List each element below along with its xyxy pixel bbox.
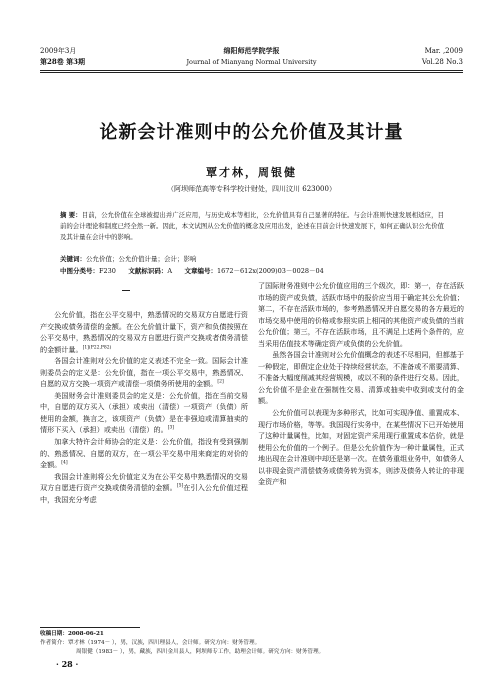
right-paragraph-3: 公允价值可以表现为多种形式，比如可实现净值、重置成本、现行市场价格，等等。我国现行实务中，在某些情况下已开始使用了这种计量属性，比如，对固定资产采用现行重置成本估价，就是使用公允价值的一个例子。但是公允价值作为一种计量属性，正式地出现在会计准则中却还是第一次。在债务重组业务中，如债务人以非现金资产清偿债务或债务转为资本，则涉及债务人转让的非现金资产和 <box>258 408 464 487</box>
citation-ref: [1](P22,P82) <box>82 345 112 351</box>
paper-affiliation: （阿坝师范高等专科学校计财处，四川汶川 623000） <box>167 185 336 193</box>
left-paragraph-3 <box>40 390 248 436</box>
clc-label: 中图分类号： <box>60 267 99 275</box>
right-column <box>258 280 464 488</box>
left-p4-text: 加拿大特许会计师协会的定义是：公允价值，指没有受到强制的、熟悉情况、自愿的双方，在一项公平交易中用来商定的对价的金额。 <box>40 437 248 470</box>
keywords-text: 公允价值；公允价值计量；会计；影响 <box>86 255 197 263</box>
author-bio-1: 作者简介：覃才林（1974－ ），男，汉族，四川理县人，会计师。研究方向：财务管理。 <box>40 640 261 646</box>
section-dash <box>122 290 130 291</box>
left-column <box>40 309 248 505</box>
right-paragraph-1: 了国际财务准则中公允价值应用的三个级次，即：第一，存在活跃市场的资产或负债，活跃市场中的报价应当用于确定其公允价值；第二，不存在活跃市场的，参考熟悉情况并自愿交易的各方最近的市场交易中使用的价格或参照实质上相同的其他资产或负债的当前公允价值；第三，不存在活跃市场，且不满足上述两个条件的，应当采用估值技术等确定资产或负债的公允价值。 <box>258 281 464 348</box>
footnote-rule <box>40 627 140 628</box>
header-journal-en: Journal of Mianyang Normal University <box>186 58 317 66</box>
left-p5-tail: 在引入公允价值过程中，我国充分考虑 <box>40 483 249 504</box>
classification-line <box>60 266 460 277</box>
left-paragraph-5 <box>40 471 248 506</box>
keywords-label: 关键词： <box>60 255 86 263</box>
article-no-value: 1672－612x(2009)03－0028－04 <box>216 267 324 275</box>
left-paragraph-2 <box>40 355 248 390</box>
author-bio-2: 周银健（1983－ ），男，藏族，四川金川县人，阿坝师专工作，助理会计师。研究方向：财务管理。 <box>76 649 325 655</box>
left-paragraph-1 <box>40 309 248 355</box>
paper-title: 论新会计准则中的公允价值及其计量 <box>99 122 404 143</box>
left-p1-text: 公允价值，指在公平交易中，熟悉情况的交易双方自愿进行资产交换或债务清偿的金额。在公允价值计量下，资产和负债按照在公平交易中，熟悉情况的交易双方自愿进行资产交换或者债务清偿的金额计量。 <box>40 310 248 354</box>
header-date-en: Mar. ,2009 <box>424 47 463 55</box>
header-volume-en: Vol.28 No.3 <box>421 58 463 66</box>
left-paragraph-4 <box>40 436 248 471</box>
citation-ref: [2] <box>217 379 224 385</box>
header-rule <box>40 70 463 71</box>
doc-code-label: 文献标识码： <box>128 267 168 275</box>
left-p5-text: 我国会计准则将公允价值定义为在公平交易中熟悉情况的交易双方自愿进行资产交换或债务清偿的金额。 <box>40 471 248 493</box>
header-journal-cn: 绵阳师范学院学报 <box>223 46 280 55</box>
page-number: · 28 · <box>56 659 79 669</box>
paper-authors: 覃才林，周银健 <box>206 166 297 179</box>
header-date-cn: 2009年3月 <box>40 47 77 55</box>
citation-ref: [4] <box>61 460 68 466</box>
header-rule-thin <box>40 72 463 73</box>
article-no-label: 文章编号： <box>184 267 217 275</box>
abstract-text: 目前，公允价值在全球被提出并广泛应用，与历史成本等相比，公允价值具有自己显著的特征。与会计准则快速发展相适应，目前的会计理论和制度已经全然一新。因此，本文试图从公允价值的概念及应用出发，论述在目前会计快速发展下，如何正确认识公允价值及其计量在会计中的影响。 <box>60 211 444 241</box>
keywords <box>60 254 460 265</box>
left-p2-text: 各国会计准则对公允价值的定义表述不完全一致。国际会计准则委员会的定义是：公允价值，指在一项公平交易中，熟悉情况、自愿的双方交换一项资产或清偿一项债务所使用的金额。 <box>40 356 248 389</box>
abstract-label: 摘 要： <box>60 211 82 219</box>
abstract <box>60 210 444 243</box>
citation-ref: [5] <box>176 483 184 489</box>
header-volume-cn: 第28卷 第3期 <box>40 57 86 66</box>
doc-code-value: A <box>167 267 173 275</box>
received-date: 收稿日期：2008-06-21 <box>40 631 104 637</box>
right-paragraph-2: 虽然各国会计准则对公允价值概念的表述不尽相同，但都基于一种假定，即假定企业处于持续经营状态，不准备或不需要清算、不准备大幅度削减其经营规模，或以不利的条件进行交易。因此，公允价值不是企业在强制性交易、清算或抽卖中收到或支付的金额。 <box>258 350 464 406</box>
citation-ref: [3] <box>167 426 175 432</box>
left-p3-text: 美国财务会计准则委员会的定义是：公允价值，指在当前交易中，自愿的双方买入（承担）或卖出（清偿）一项资产（负债）所使用的金额，换言之，该项资产（负债）是在非强迫或清算抽卖的情形下买入（承担）或卖出（清偿）的。 <box>40 390 248 435</box>
clc-value: F230 <box>99 267 116 275</box>
